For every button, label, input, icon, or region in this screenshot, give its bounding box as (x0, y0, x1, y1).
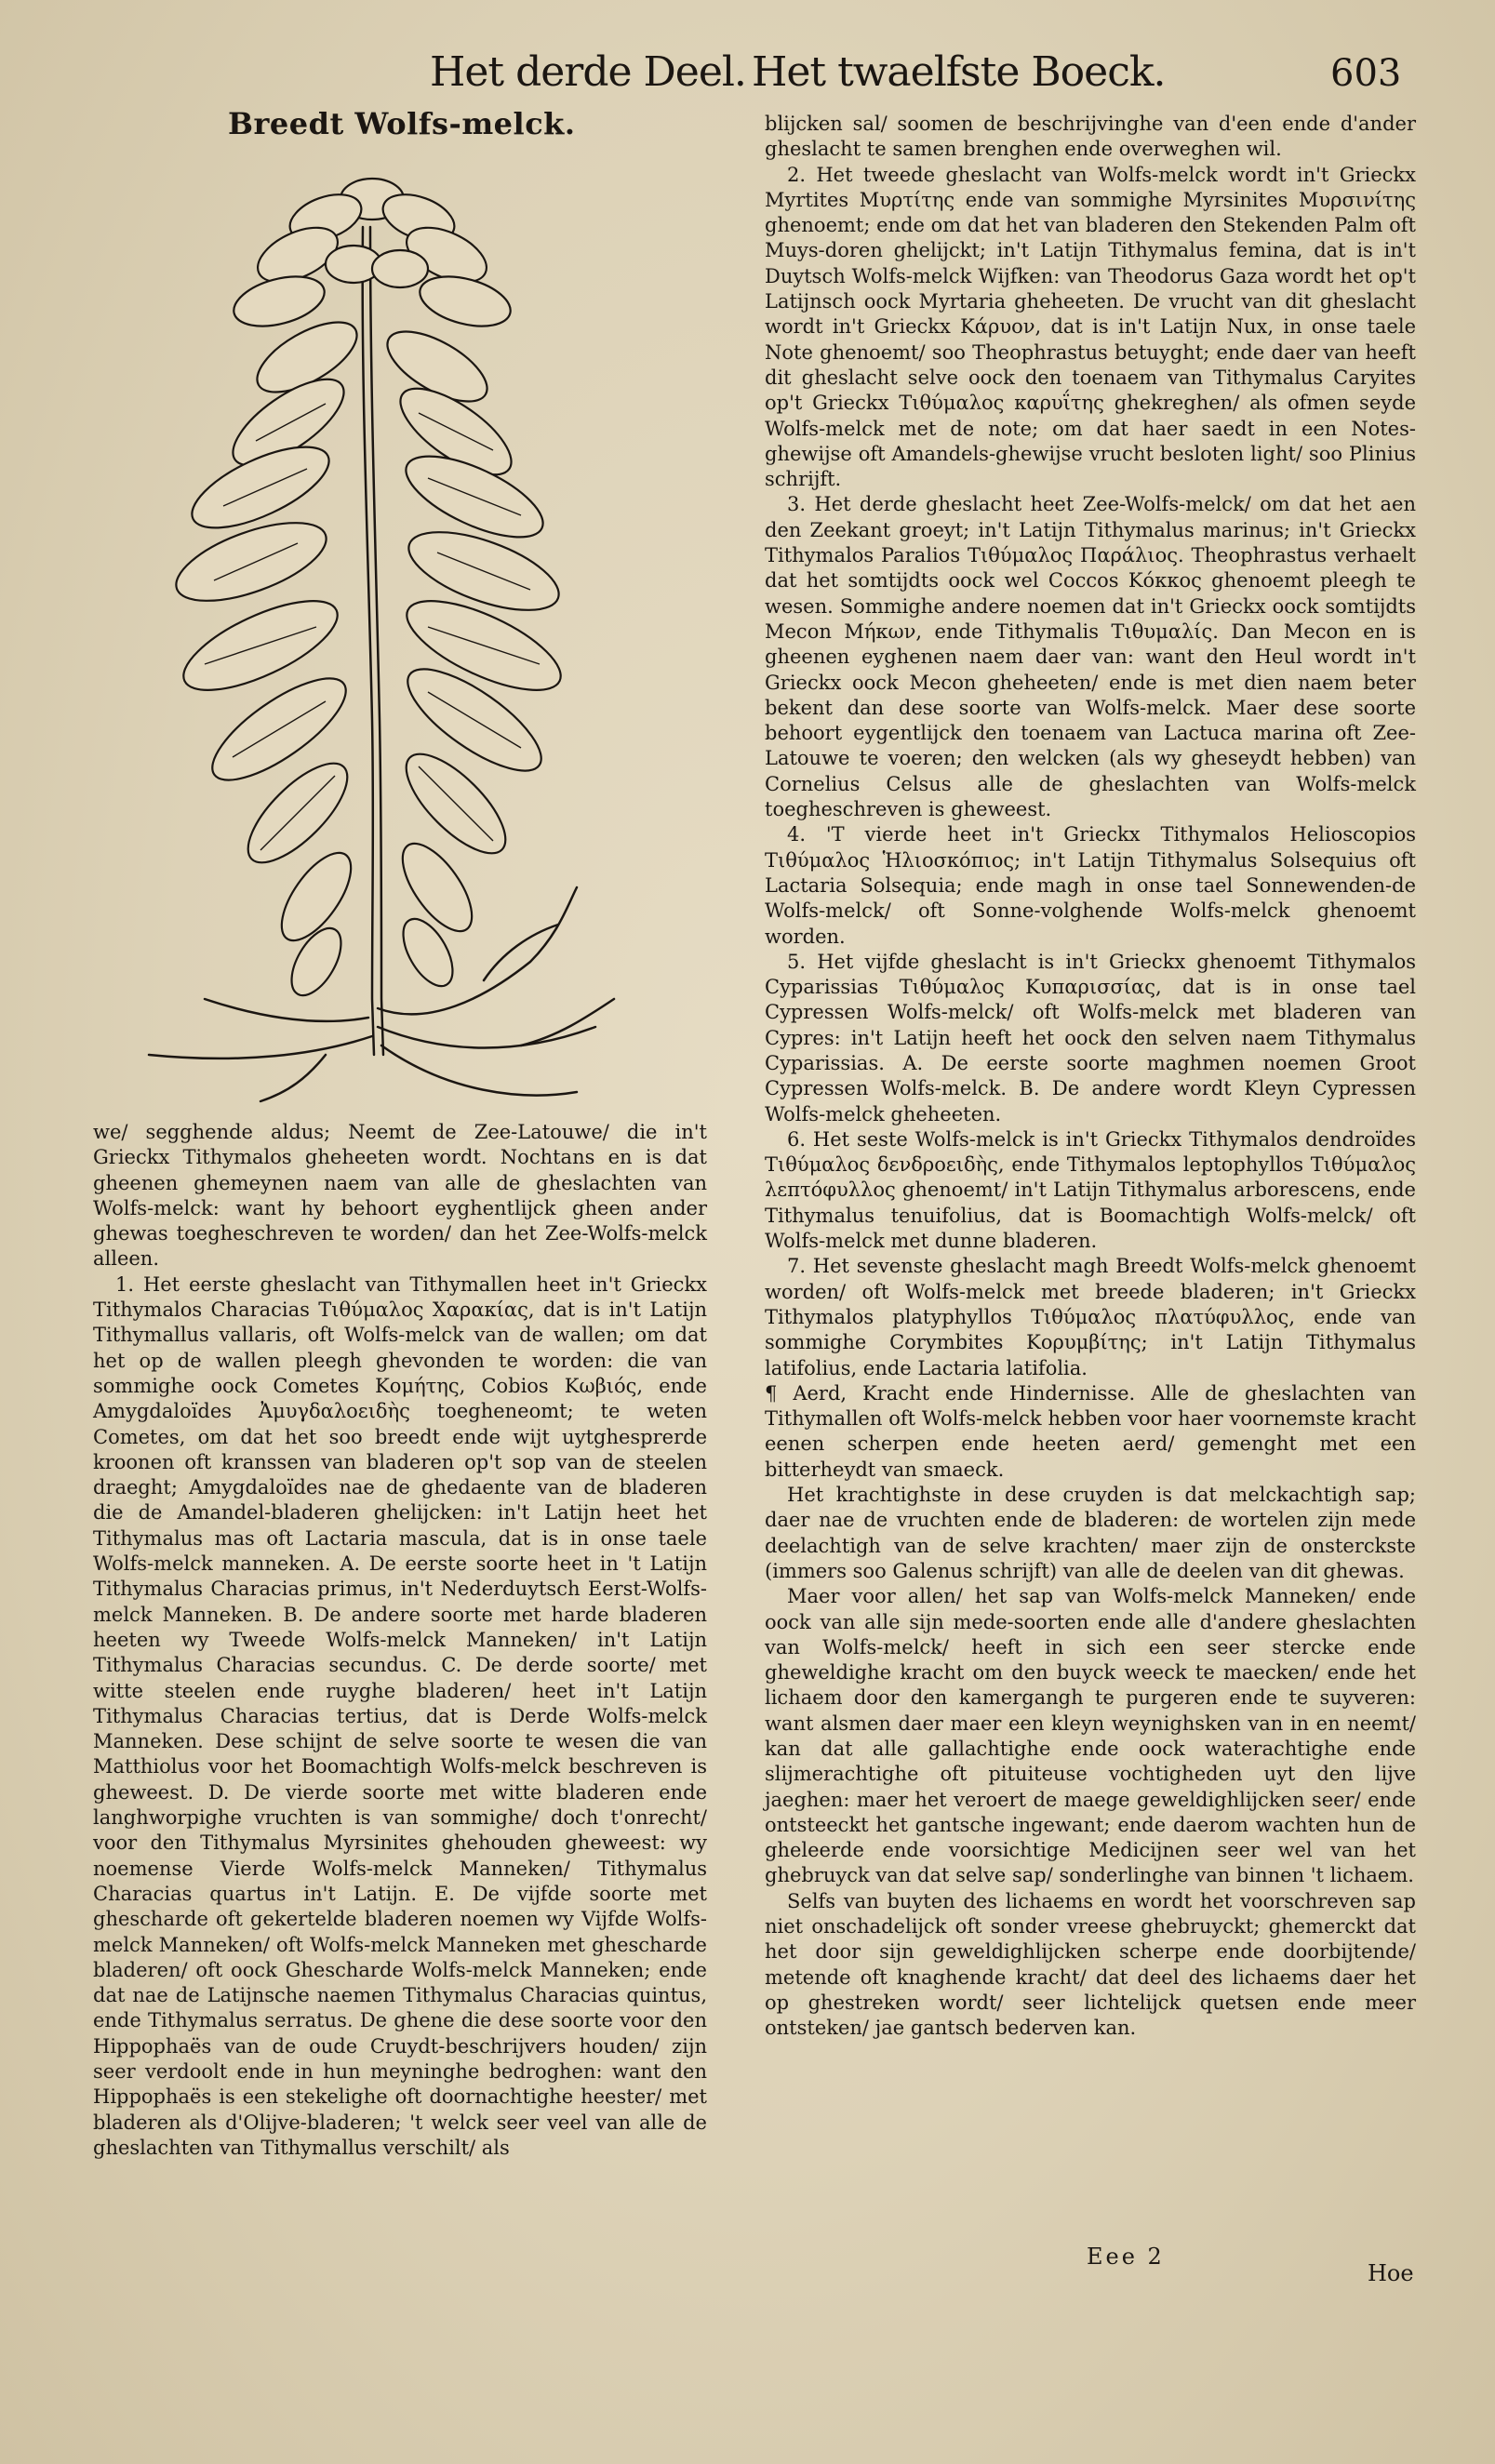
page-number: 603 (1330, 52, 1402, 95)
left-column-text (93, 1120, 707, 2161)
running-head-part: Het derde Deel. (430, 48, 746, 96)
left-column (93, 106, 707, 2161)
paragraph: 2. Het tweede gheslacht van Wolfs-melck wordt in't Grieckx Myrtites Μυρτίτης ende van sommighe Myrsinites Μυρσινίτης ghenoemt; ende om dat het van bladeren den Stekenden Palm oft Muys-doren ghelijckt; in't Latijn Tithymalus femina, dat is in't Duytsch Wolfs-melck Wijfken: van Theodorus Gaza wordt het op't Latijnsch oock Myrtaria gheheeten. De vrucht van dit gheslacht wordt in't Grieckx Κάρυον, dat is in't Latijn Nux, in onse taele Note ghenoemt/ soo Theophrastus betuyght; ende daer van heeft dit gheslacht selve oock den toenaem van Tithymalus Caryites op't Grieckx Τιθύμαλος καρυΐτης ghekreghen/ als ofmen seyde Wolfs-melck met de note; om dat haer saedt in een Notes-ghewijse oft Amandels-ghewijse vrucht besloten light/ soo Plinius schrijft. (765, 163, 1416, 491)
plant-woodcut-illustration (93, 162, 688, 1111)
paragraph: Maer voor allen/ het sap van Wolfs-melck Manneken/ ende oock van alle sijn mede-soorten ende alle d'andere gheslachten van Wolfs-melck/ heeft in sich een seer stercke ende gheweldighe kracht om den buyck weeck te maecken/ ende het lichaem door den kamergangh te purgeren ende te suyveren: want alsmen daer maer een kleyn weynighsken van in en neemt/ kan dat alle gallachtighe ende oock waterachtighe ende slijmerachtighe oft pituiteuse vochtigheden uyt den lijve jaeghen: maer het veroert de maege geweldighlijcken seer/ ende ontsteeckt het gantsche ingewant; ende daerom wachten hun de gheleerde ende voorsichtige Medicijnen seer wel van het ghebruyck van dat selve sap/ sonderlinghe van binnen 't lichaem. (765, 1585, 1416, 1887)
paragraph: blijcken sal/ soomen de beschrijvinghe van d'een ende d'ander gheslacht te samen brenghen ende overweghen wil. (765, 113, 1416, 161)
catchword: Hoe (1368, 2260, 1414, 2286)
section-heading-paragraph: ¶ Aerd, Kracht ende Hindernisse. Alle de gheslachten van Tithymallen oft Wolfs-melck hebben voor haer voornemste kracht eenen scherpen ende heeten aerd/ gemenght met een bitterheydt van smaeck. (765, 1381, 1416, 1481)
paragraph: 1. Het eerste gheslacht van Tithymallen heet in't Grieckx Tithymalos Characias Τιθύμαλος Χαρακίας, dat is in't Latijn Tithymallus vallaris, oft Wolfs-melck van de wallen; om dat het op de wallen pleegh ghevonden te worden: die van sommighe oock Cometes Κομήτης, Cobios Κωβιός, ende Amygdaloïdes Ἀμυγδαλοειδὴς toegheneomt; te weten Cometes, om dat het soo breedt ende wijt uytghesprerde kroonen oft kranssen van bladeren op't sop van de steelen draeght; Amygdaloïdes nae de ghedaente van de bladeren die de Amandel-bladeren ghelijcken: in't Latijn heet het Tithymalus mas oft Lactaria mascula, dat is in onse taele Wolfs-melck manneken. A. De eerste soorte heet in 't Latijn Tithymalus Characias primus, in't Nederduytsch Eerst-Wolfs-melck Manneken. B. De andere soorte met harde bladeren heeten wy Tweede Wolfs-melck Manneken/ in't Latijn Tithymalus Characias secundus. C. De derde soorte/ met witte steelen ende ruyghe bladeren/ heet in't Latijn Tithymalus Characias tertius, dat is Derde Wolfs-melck Manneken. Dese schijnt de selve soorte te wesen die van Matthiolus voor het Boomachtigh Wolfs-melck beschreven is gheweest. D. De vierde soorte met witte bladeren ende langhworpighe vruchten is van sommighe/ doch t'onrecht/ voor den Tithymalus Myrsinites ghehouden gheweest: wy noemense Vierde Wolfs-melck Manneken/ Tithymalus Characias quartus in't Latijn. E. De vijfde soorte met ghescharde oft gekertelde bladeren noemen wy Vijfde Wolfs-melck Manneken/ oft Wolfs-melck Manneken met ghescharde bladeren/ oft oock Ghescharde Wolfs-melck Manneken; ende dat nae de Latijnsche naemen Tithymalus Characias quintus, ende Tithymalus serratus. De ghene die dese soorte voor den Hippophaës van de oude Cruydt-beschrijvers houden/ zijn seer verdoolt ende in hun meyninghe bedroghen: want den Hippophaës is een stekelighe oft doornachtighe heester/ met bladeren als d'Olijve-bladeren; 't welck seer veel van alle de gheslachten van Tithymallus verschilt/ als (93, 1272, 707, 2159)
running-head-book: Het twaelfste Boeck. (752, 48, 1166, 96)
paragraph: 6. Het seste Wolfs-melck is in't Grieckx Tithymalos dendroïdes Τιθύμαλος δενδροειδὴς, ende Tithymalos leptophyllos Τιθύμαλος λεπτόφυλλος ghenoemt/ in't Latijn Tithymalus arborescens, ende Tithymalus tenuifolius, dat is Boomachtigh Wolfs-melck/ oft Wolfs-melck met dunne bladeren. (765, 1127, 1416, 1253)
paragraph: we/ segghende aldus; Neemt de Zee-Latouwe/ die in't Grieckx Tithymalos gheheeten wordt. Nochtans en is dat gheenen ghemeynen naem van alle de gheslachten van Wolfs-melck: want hy behoort eyghentlijck gheen ander ghewas toegheschreven te worden/ dan het Zee-Wolfs-melck alleen. (93, 1121, 707, 1271)
paragraph: Het krachtighste in dese cruyden is dat melckachtigh sap; daer nae de vruchten ende de bladeren: de wortelen zijn mede deelachtigh van de selve krachten/ maer zijn de onsterckste (immers soo Galenus schrijft) van alle de deelen van dit ghewas. (765, 1484, 1416, 1582)
paragraph: 7. Het sevenste gheslacht magh Breedt Wolfs-melck ghenoemt worden/ oft Wolfs-melck met breede bladeren; in't Grieckx Tithymalos platyphyllos Τιθύμαλος πλατύφυλλος, ende van sommighe Corymbites Κορυμβίτης; in't Latijn Tithymalus latifolius, ende Lactaria latifolia. (765, 1255, 1416, 1379)
paragraph: 5. Het vijfde gheslacht is in't Grieckx ghenoemt Tithymalos Cyparissias Τιθύμαλος Κυπαρισσίας, dat is in onse tael Cypressen Wolfs-melck/ oft Wolfs-melck met bladeren van Cypres: in't Latijn heeft het oock den selven naem Tithymalus Cyparissias. A. De eerste soorte maghmen noemen Groot Cypressen Wolfs-melck. B. De andere wordt Kleyn Cypressen Wolfs-melck gheheeten. (765, 950, 1416, 1125)
right-column (765, 112, 1416, 2042)
paragraph: 4. 'T vierde heet in't Grieckx Tithymalos Helioscopios Τιθύμαλος Ἡλιοσκόπιος; in't Latijn Tithymalus Solsequius oft Lactaria Solsequia; ende magh in onse tael Sonnewenden-de Wolfs-melck/ oft Sonne-volghende Wolfs-melck ghenoemt worden. (765, 823, 1416, 948)
paragraph: Selfs van buyten des lichaems en wordt het voorschreven sap niet onschadelijck oft sonder vreese ghebruyckt; ghemerckt dat het door sijn geweldighlijcken scherpe ende doorbijtende/ metende oft knaghende kracht/ dat deel des lichaems daer het op ghestreken wordt/ seer lichtelijck quetsen ende meer ontsteken/ jae gantsch bederven kan. (765, 1889, 1416, 2040)
running-head (0, 39, 1495, 104)
signature-mark: Eee 2 (1087, 2244, 1165, 2270)
figure-caption: Breedt Wolfs-melck. (228, 106, 576, 141)
paragraph: 3. Het derde gheslacht heet Zee-Wolfs-melck/ om dat het aen den Zeekant groeyt; in't Latijn Tithymalus marinus; in't Grieckx Tithymalos Paralios Τιθύμαλος Παράλιος. Theophrastus verhaelt dat het somtijdts oock wel Coccos Κόκκος ghenoemt pleegh te wesen. Sommighe andere noemen dat in't Grieckx oock somtijdts Mecon Μήκων, ende Tithymalis Τιθυμαλίς. Dan Mecon en is gheenen eyghenen naem daer van: want den Heul wordt in't Grieckx oock Mecon gheheeten/ ende is met dien naem beter bekent dan dese soorte van Wolfs-melck. Maer dese soorte behoort eygentlijck den toenaem van Lactuca marina oft Zee-Latouwe te voeren; den welcken (als wy gheseydt hebben) van Cornelius Celsus alle de gheslachten van Wolfs-melck toegheschreven is gheweest. (765, 493, 1416, 821)
